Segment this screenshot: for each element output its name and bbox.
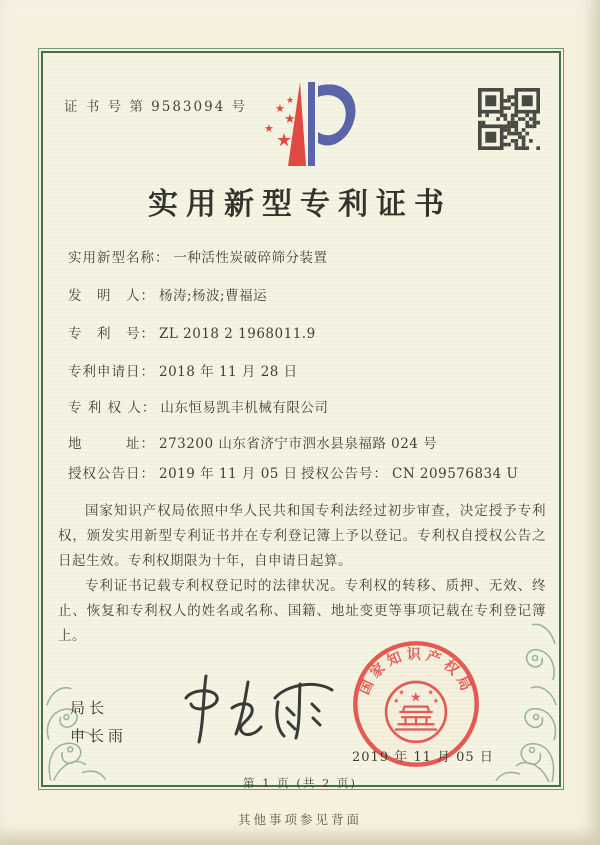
back-side-note: 其他事项参见背面 [237, 812, 362, 827]
field-inventors [68, 284, 538, 304]
field-patent-number [68, 322, 538, 342]
seal-text: 国家知识产权局 [356, 647, 476, 698]
field-value: ZL 2018 2 1968011.9 [159, 326, 316, 342]
cnipa-logo-icon [238, 74, 364, 180]
svg-text:★: ★ [276, 130, 293, 151]
svg-text:★: ★ [427, 687, 434, 697]
field-application-date [68, 360, 538, 380]
field-address [68, 432, 538, 452]
field-value: 2019 年 11 月 05 日 [159, 466, 298, 482]
svg-text:★: ★ [393, 696, 400, 706]
svg-text:★: ★ [264, 122, 274, 135]
field-value: 山东恒易凯丰机械有限公司 [160, 400, 329, 416]
director-block [70, 694, 127, 750]
svg-text:★: ★ [284, 112, 296, 127]
director-signature [172, 668, 347, 750]
field-label: 授权公告号： [301, 466, 388, 482]
field-utility-model-name [68, 246, 538, 266]
field-patentee [68, 396, 538, 416]
field-label: 地 址： [68, 436, 155, 452]
svg-text:★: ★ [432, 696, 440, 706]
field-grant-number [301, 462, 518, 482]
seal-date: 2019 年 11 月 05 日 [352, 750, 494, 765]
field-label: 专利申请日： [68, 364, 155, 380]
field-label: 专 利 权 人： [68, 400, 157, 416]
page-number: 第 1 页 (共 2 页) [243, 776, 357, 790]
svg-text:★: ★ [286, 96, 295, 106]
field-value: 一种活性炭破碎筛分装置 [173, 250, 328, 266]
director-name: 申长雨 [70, 727, 128, 745]
qr-code [478, 88, 540, 150]
field-grant-date-and-number [68, 462, 538, 482]
svg-text:★: ★ [275, 102, 285, 115]
field-value: 273200 山东省济宁市泗水县泉福路 024 号 [159, 436, 438, 452]
field-label: 授权公告日： [68, 466, 155, 482]
certificate-title: 实用新型专利证书 [148, 187, 452, 222]
director-title: 局长 [70, 699, 109, 717]
legal-text [58, 499, 546, 649]
field-value: 杨涛;杨波;曹福运 [159, 288, 268, 304]
svg-text:★: ★ [409, 690, 422, 706]
certificate-number: 证 书 号 第 9583094 号 [64, 99, 248, 115]
legal-paragraph-2: 专利证书记载专利权登记时的法律状况。专利权的转移、质押、无效、终止、恢复和专利权人的姓名或名称、国籍、地址变更等事项记载在专利登记簿上。 [58, 577, 546, 644]
field-label: 发 明 人： [68, 288, 155, 304]
legal-paragraph-1: 国家知识产权局依照中华人民共和国专利法经过初步审查，决定授予专利权，颁发实用新型专利证书并在专利登记簿上予以登记。专利权自授权公告之日起生效。专利权期限为十年，自申请日起算。 [58, 503, 546, 569]
field-value: 2018 年 11 月 28 日 [159, 364, 298, 380]
field-value: CN 209576834 U [392, 466, 519, 482]
field-grant-date [68, 466, 298, 482]
svg-text:★: ★ [398, 687, 405, 697]
field-label: 专 利 号： [68, 326, 155, 342]
field-label: 实用新型名称： [68, 250, 170, 266]
